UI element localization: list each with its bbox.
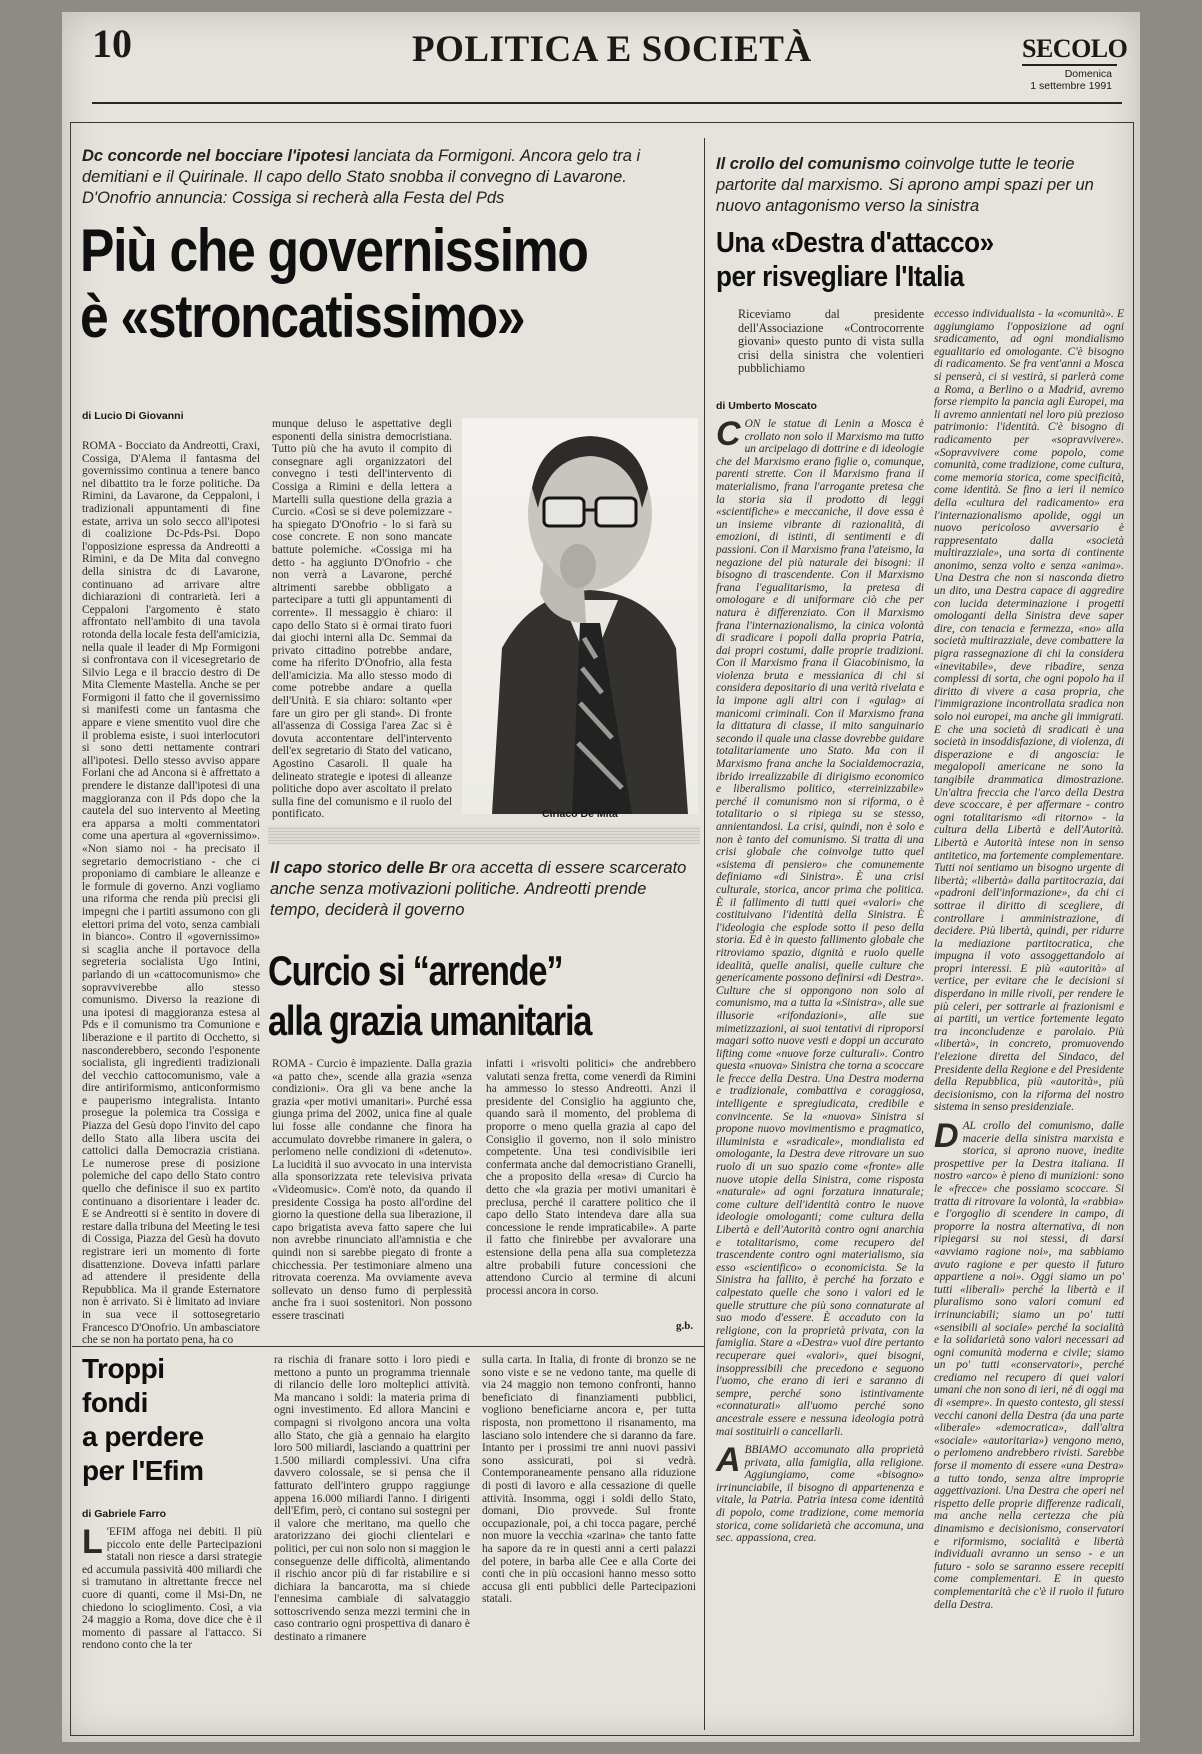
curcio-shaded-band bbox=[268, 826, 700, 844]
curcio-headline bbox=[268, 946, 591, 1046]
destra-byline: di Umberto Moscato bbox=[716, 400, 817, 412]
header-rule bbox=[92, 102, 1122, 104]
destra-kicker-bold: Il crollo del comunismo bbox=[716, 155, 901, 173]
section-title: POLITICA E SOCIETÀ bbox=[412, 29, 812, 70]
issue-date bbox=[1020, 68, 1112, 92]
curcio-kicker bbox=[270, 858, 700, 921]
destra-column-1-tail: BBIAMO accomunato alla proprietà privata, alla famiglia, alla religione. Aggiungiamo, come «bisogno» irrinunciabile, il bisogno di appartenenza e vitale, la Patria. Patria intesa come identità di popolo, come tradizione, come memoria storica, come solidarietà che accomuna, una sec. appassiona, crea. bbox=[716, 1444, 924, 1545]
destra-column-1-text: ON le statue di Lenin a Mosca è crollato non solo il Marxismo ma tutto un arcipelago di dottrine e di ideologie che del Marxismo erano figlie o, comunque, parenti strette. Con il Marxismo frana il materialismo, frana l'arrogante pretesa che la storia sia il prodotto di leggi «scientifiche» e meccaniche, il dove essa è un insieme vibrante di razionalità, di emozioni, di istinti, di sentimenti e di passioni. Con il Marxismo frana l'ateismo, la negazione del più naturale dei bisogni: il bisogno di trascendente. Con il Marxismo frana l'egualitarismo, la pretesa di omologare e di uniformare ciò che per natura è differenziato. Con il Marxismo frana l'internazionalismo, la cinica volontà di sradicare i popoli dalla propria Patria, dai propri costumi, dalle proprie tradizioni. Con il Marxismo frana il Giacobinismo, la violenza bruta e messianica di chi si considera depositario di una verità rivelata e la impone agli altri con i «gulag» ai manicomi criminali. Con il Marxismo frana la dittatura di classe, il mito sanguinario secondo il quale una classe dovrebbe guidare totalitariamente uno Stato. Ma con il Marxismo frana anche la Socialdemocrazia, ibrido irrealizzabile di dirigismo economico e liberalismo politico, «terreinizzabile» perché il comunismo non si riforma, o è totalitario o si ripiega su se stesso, annientandosi. La crisi, quindi, non è solo e non è tanto del comunismo. Si tratta di una crisi globale che coinvolge tutto quel «sistema di pensiero» che comunemente definiamo «di Sinistra». È una crisi culturale, storica, ancor prima che politica. È il fallimento di tutti quei «valori» che costituivano l'identità della Sinistra. È l'ideologia che esplode sotto il peso della storia. Ed è in questo fallimento globale che ritroviamo spazio, dignità e ruolo quelle idealità, quelle analisi, quelle culture che genericamente possono definirsi «di Destra». Culture che si oppongono non solo al comunismo, ma a tutta la «Sinistra», alle sue illusorie «rifondazioni», alle sue mimetizzazioni, ai suoi tentativi di riproporsi magari sotto nuove vesti e doppi un accurato lifting come «nuove forze culturali». Contro questa «nuova» Sinistra che torna a scoccare le frecce della Destra. Una Destra moderna e tradizionale, combattiva e coraggiosa, intelligente e spregiudicata, credibile e convincente. Se la «nuova» Sinistra si propone nuovo movimentismo e pragmatico, illuminista e «sradicale», mondialista ed omologante, la Destra deve ritrovare un suo ruolo di un suo spazio come «fronte» alle nuove utopie della Sinistra, come risposta «naturale» ad ogni forzatura innaturale; come culture dell'identità contro le nuove ideologie omologanti; come cultura della Libertà e dell'Autorità contro ogni anarchia e totalitarismo, come recupero del trascendente contro ogni materialismo, sia esso «scientifico» o economicista. Se la Sinistra ha fallito, è perché ha forzato e calpestato quelle che sono i valori ed le quelle strutture che più sono connaturate al suo modo d'essere. È accaduto con la religione, con la proprietà privata, con la famiglia. Stare a «Destra» vuol dire pertanto recuperare quei «valori», quei bisogni, insoppressibili che precedono e seguono l'uomo, che erano di ieri e saranno di sempre, perché sono istintivamente «connaturati» all'uomo perché sono ancestrale essere e nessuna ideologia potrà mai sostituirli o cancellarli. bbox=[716, 418, 924, 1438]
issue-day: Domenica bbox=[1064, 68, 1112, 80]
governissimo-headline-line2: è «stroncatissimo» bbox=[80, 283, 525, 350]
efim-headline-line1: Troppi bbox=[82, 1353, 165, 1384]
governissimo-kicker bbox=[82, 146, 652, 209]
efim-headline-line2: fondi bbox=[82, 1387, 148, 1418]
efim-column-2: ra rischia di franare sotto i loro piedi e mettono a punto un programma triennale di rilancio delle loro molteplici attività. Ma mancano i soldi: la materia prima di ogni investimento. Ed allora Mancini e compagni si rivolgono ancora una volta allo Stato, che già a gennaio ha elargito loro 500 miliardi, lasciando a quattrini per 1.500 miliardi complessivi. Una cifra davvero colossale, se si pensa che il fatturato dell'intero gruppo raggiunge appena 16.000 miliardi l'anno. I dirigenti dell'Efim, però, ci contano sui sostegni per il valore che meritano, ma quello che aratorizzano dei giochi clientelari e politici, per cui non solo non si maggion le conseguenze delle difficoltà, alimentando il rischio ancor più di far ristabilire e si dichiara la bancarotta, ma si chiede l'ennesima cambiale di salvataggio sottoscrivendo senza mezzi termini che in caso contrario ogni prospettiva di danaro è destinato a rimanere bbox=[274, 1354, 470, 1644]
right-column-rule bbox=[704, 138, 705, 1730]
destra-kicker bbox=[716, 154, 1116, 217]
destra-column-2-text: eccesso individualista - la «comunità». E aggiungiamo l'opposizione ad ogni sradicamento, ad ogni mondialismo egualitario ed omologante. C'è bisogno di radicamento. Se fra vent'anni a Mosca si penserà, ci si vestirà, si parlerà come a Roma, a Berlino o a Madrid, avremo forse riempito la pancia agli Europei, ma li avremo annientati nel loro più prezioso patrimonio: l'identità. C'è bisogno di radicamento per «sopravvivere». «Sopravvivere come popolo, come comunità, come tradizione, come cultura, come memoria storica, come specificità, come identità. Se fino a ieri il nemico della «cultura del radicamento» era l'internazionalismo apolide, oggi un nuovo pericoloso avversario è rappresentato dalla «società multirazziale», una sorta di continente anonimo, senza volto e senza «anima». Una Destra che non si nasconda dietro un dito, una Destra capace di aggredire con lucida determinazione i progetti omologanti della Sinistra deve saper dire, con tenacia e fermezza, «no» alla società multirazziale, deve combattere la pigra rassegnazione di chi la considera «inevitabile», deve ribadire, senza complessi di sorta, che ogni popolo ha il diritto di vivere a casa propria, che l'immigrazione incontrollata sradica non solo noi europei, ma anche gli immigrati. E che una società di sradicati è una società in insoddisfazione, di violenza, di disperazione e di angoscia: le megalopoli americane ne sono la tangibile drammatica dimostrazione. Un'altra freccia che l'arco della Destra deve scoccare, è per affermare - contro ogni totalitarismo «di ritorno» - la cultura della Libertà e dell'Autorità. Libertà e Autorità intese non in senso antitetico, ma fortemente complementare. Tutti noi sentiamo un bisogno urgente di libertà; «libertà» dalla partitocrazia, dai «padroni dell'informazione», da chi ci sottrae il diritto di scegliere, di controllare i amministrazione, di decidere. Più libertà, quindi, per ridurre la mediazione partitocratica, che impugna il voto assoggettandolo ai propri interessi. E più «autorità» al vertice, per evitare che le decisioni si disperdano in mille rivoli, per rendere le più celeri, per sottrarle ai frazionismi e ai partiti, un vertice fortemente legato tra inconcludenze e parolaio. Più «libertà», in concreto, promuovendo l'elezione diretta del Sindaco, del Presidente della Regione e del Presidente della Repubblica, più «autorità», più decisionismo, con la riforma del nostro sistema in senso presidenziale. bbox=[934, 308, 1124, 1114]
curcio-headline-line1: Curcio si “arrende” bbox=[268, 947, 563, 994]
curcio-kicker-text: ora accetta di essere scarcerato anche senza motivazioni politiche. Andreotti prende tempo, deciderà il governo bbox=[270, 859, 687, 919]
destra-column-2-tail: AL crollo del comunismo, dalle macerie della sinistra marxista e storica, si aprono nuove, inedite prospettive per la Destra italiana. Il nostro «arco» è pieno di munizioni: sono le «frecce» che possiamo scoccare. Si tratta di ritrovare la volontà, la «rabbia» e l'orgoglio di scendere in campo, di proporre la nostra alternativa, di non ripiegarsi su noi stessi, di darsi «avviamo ragione noi», ma sabbiamo avuto ragione e per questo il futuro appartiene a noi». Oggi siamo un po' tutti «liberali» perché la libertà e il pluralismo sono valori comuni ed irrinunciabili; siamo un po' tutti «sensibili al sociale» perché la socialità e la solidarietà sono valori necessari ad ogni comunità moderna e civile; siamo un po' tutti «conservatori», perché crediamo nel recupero di quei valori umani che non sono di ieri, né di oggi ma di «sempre». In questo contesto, gli stessi vecchi canoni della Destra (da una parte «liberale» «democratica», dall'altra «sociale» «autoritaria») vengono meno, o perlomeno andrebbero rivisti. Sarebbe forse il momento di essere «una Destra» a tutto tondo, senza altre improprie aggettivazioni. Una Destra che operi nel rispetto delle proprie differenze radicali, ma anche nella certezza che più dinamismo e decisionismo, conservatori e riformismo, socialità e libertà individuali avranno un senso - e un futuro - solo se saranno essere recepiti come complementari. E in questo complementarità che c'è il ruolo il futuro della Destra. bbox=[934, 1120, 1124, 1611]
efim-byline: di Gabriele Farro bbox=[82, 1508, 167, 1520]
curcio-column-2: infatti i «risvolti politici» che andrebbero valutati senza fretta, come venerdì da Rimini ha ammesso lo stesso Andreotti. Anzi il presidente del Consiglio ha aggiunto che, quando sarà il momento, del problema di proporre o meno quella grazia al capo del Consiglio il governo, non il solo ministro competente. Una tesi condivisibile ieri confermata anche dal democristiano Granelli, che a proposito della «resa» di Curcio ha detto che «la grazia per motivi umanitari è preclusa, perché il carattere politico che il capo dello Stato intendeva dare alla sua concessione le rende impraticabile». A parte il fatto che finirebbe per avvalorare una estensione della pena alla sua completezza altre probabili future concessioni che attendono Curcio al termine di alcuni processi ancora in corso. bbox=[486, 1058, 696, 1297]
efim-column-1 bbox=[82, 1523, 262, 1716]
governissimo-column-2: munque deluso le aspettative degli esponenti della sinistra democristiana. Tutto più che ha avuto il compito di consegnare agli organizzatori del convegno i testi dell'intervento di Cossiga a Rimini e della lettera a Martelli sulla questione della grazia a Curcio. «Così se si deve polemizzare - ha spiegato D'Onofrio - lo si farà su cose concrete. E non sono mancate battute polemiche. «Cossiga mi ha detto - ha aggiunto D'Onofrio - che non verrà a Lavarone, perché altrimenti sarebbe obbligato a partecipare a tutti gli appuntamenti di corrente». Il messaggio è chiaro: il capo dello Stato si è ormai tirato fuori dai giochi interni alla Dc. Semmai da privato cittadino potrebbe andare, come ha riferito D'Onofrio, alla festa dell'amicizia. Ma allo stesso modo di come potrebbe andare a quella dell'Unità. E sia chiaro: soltanto «per fare un giro per gli stand». Di fronte all'assenza di Cossiga l'area Zac si è dovuta accontentare dell'intervento dell'ex segretario di Stato del vaticano, Agostino Casaroli. Il quale ha delineato strategie e ipotesi di alleanze politiche dopo aver ascoltato il prelato sulla fine del comunismo e il ruolo del pontificato. bbox=[272, 418, 452, 821]
governissimo-column-1: ROMA - Bocciato da Andreotti, Craxi, Cossiga, D'Alema il fantasma del governissimo continua a tenere banco nel dibattito tra le forze politiche. Da Rimini, da Lavarone, da Ceppaloni, i tradizionali appuntamenti di fine estate, arriva un solo secco all'ipotesi di coalizione Dc-Pds-Psi. Dopo l'opposizione espressa da Andreotti a Rimini, e da De Mita dal convegno della sinistra dc di Lavarone, continuano ad arrivare altre dichiarazioni di contrarietà. Ieri a Ceppaloni l'argomento è stato affrontato nell'ambito di una tavola rotonda della locale festa dell'amicizia, nella quale il leader di Mp Formigoni si confrontava con il vicesegretario de Silvio Lega e il braccio destro di De Mita Clemente Mastella. Anche se per Formigoni il fatto che il governissimo si manifesti come un fantasma che appare e viene smentito vuol dire che il problema esiste, i suoi interlocutori si sono detti nettamente contrari all'ipotesi. Dello stesso avviso appare Forlani che ad Ancona si è affrettato a prendere le distanze dall'ipotesi di una maggioranza con il Pds dopo che la cautela del suo intervento al Meeting era apparsa a molti commentatori come una apertura al «governissimo». «Non siamo noi - ha precisato il segretario democristiano - che ci proponiamo di cambiare le alleanze e le formule di governo. Anzi vogliamo una riforma che renda più precisi gli impegni che i partiti assumono con gli elettori prima del voto, senza cambiali in bianco». Contro il «governissimo» si scaglia anche il portavoce della segreteria socialista Ugo Intini, parlando di un «cattocomunismo» che sopravviverebbe allo stesso comunismo. Diverso la reazione di una ipotesi di maggioranza estesa al Pds e il comunismo tra Comunione e liberazione e il partito di Occhetto, si nasconderebbero, secondo l'esponente socialista, gli ingredienti tradizionali del vecchio cattocomunismo, vale a dire antiriformismo, anticonformismo e pauperismo integralista. Intanto prosegue la polemica tra Cossiga e Piazza del Gesù dopo l'invito del capo dello Stato alla libera uscita dei cattolici dalla Democrazia cristiana. Le numerose prese di posizione polemiche del capo dello Stato contro quello che definisce il suo ex partito continuano a disorientare i leader dc. E se Andreotti si è sentito in dovere di restare dalla tribuna del Meeting le tesi di Cossiga, Piazza del Gesù ha dovuto registrare ieri un momento di forte disattenzione. Doveva infatti parlare ad attendere il presidente della Repubblica. Ma il grande Esternatore non è arrivato. Si è limitato ad inviare in sua vece il sottosegretario Francesco D'Onofrio. Un ambasciatore che se non ha portato pena, ha co bbox=[82, 440, 260, 1347]
curcio-column-1: ROMA - Curcio è impaziente. Dalla grazia «a patto che», scende alla grazia «senza condizioni». Ora gli va bene anche la grazia «per motivi umanitari». Purché essa giunga prima del 2002, unica fine al quale lui fosse alle condanne che finora ha accumulato dovrebbe rimanere in galera, o perlomeno nelle condizioni di «detenuto». La lucidità il suo avvocato in una intervista alla sponsorizzata rete televisiva privata «Videomusic». Com'è noto, da quando il presidente Cossiga ha posto all'ordine del giorno la questione della sua liberazione, il capo brigatista aveva fatto sapere che lui non avrebbe rinunciato all'amnistia e che quindi non si sarebbe piegato di fronte a chicchessia. Per testimoniare almeno una ritrovata coerenza. Ma ovviamente aveva sollevato un denso fumo di perplessità anche fra i suoi sostenitori. Non possono essere trascinati bbox=[272, 1058, 472, 1322]
destra-headline bbox=[716, 226, 994, 294]
photo-caption: Ciriaco De Mita bbox=[542, 808, 618, 820]
page-number: 10 bbox=[92, 21, 132, 66]
destra-dropcap-1: C bbox=[716, 415, 741, 453]
curcio-signature: g.b. bbox=[676, 1320, 694, 1332]
destra-headline-line2: per risvegliare l'Italia bbox=[716, 261, 964, 293]
destra-column-1 bbox=[716, 415, 924, 1730]
efim-column-1-text: 'EFIM affoga nei debiti. Il più piccolo ente delle Partecipazioni statali non riesce a darsi strategie ed accumula passività 400 miliardi che si tramutano in altrettante frecce nel cuore di quanti, come il Msi-Dn, ne chiedono lo scioglimento. Così, a via 24 maggio a Roma, dove dice che è il momento di passare al l'attacco. Si rendono conto che la ter bbox=[82, 1526, 262, 1652]
efim-headline-line3: a perdere bbox=[82, 1421, 204, 1452]
governissimo-headline-line1: Più che governissimo bbox=[80, 217, 588, 284]
governissimo-kicker-bold: Dc concorde nel bocciare l'ipotesi bbox=[82, 147, 350, 165]
de-mita-portrait bbox=[462, 418, 698, 814]
governissimo-byline: di Lucio Di Giovanni bbox=[82, 410, 184, 422]
de-mita-photo bbox=[462, 418, 698, 814]
curcio-kicker-bold: Il capo storico delle Br bbox=[270, 859, 447, 877]
destra-dropcap-2: A bbox=[716, 1441, 741, 1480]
destra-kicker-text: coinvolge tutte le teorie partorite dal marxismo. Si aprono ampi spazi per un nuovo antagonismo verso la sinistra bbox=[716, 155, 1094, 215]
governissimo-headline bbox=[80, 218, 588, 350]
masthead-underline bbox=[1022, 64, 1117, 66]
destra-intro: Riceviamo dal presidente dell'Associazione «Controcorrente giovani» questo punto di vista sulla crisi della sinistra che volentieri pubblichiamo bbox=[738, 307, 924, 376]
destra-column-2 bbox=[934, 308, 1124, 1730]
newspaper-page bbox=[62, 12, 1140, 1742]
efim-column-3: sulla carta. In Italia, di fronte di bronzo se ne sono viste e se ne vedono tante, ma quelle di via 24 maggio non temono confronti, hanno beneficiato di finanziamenti pubblici, vogliono beneficiarne ancora e, per tutta risposta, non promettono il risanamento, ma lasciano solo intendere che si daranno da fare. Intanto per i prossimi tre anni nuovi passivi sono assicurati, poi si vedrà. Contemporaneamente pensano alla riduzione di posti di lavoro e alla cessazione di quelle attività. Insomma, oggi i soldi dello Stato, domani, Dio provvede. Sul fronte occupazionale, poi, a chi tocca pagare, perché non muore la vecchia «zarina» che tanto fatte ha sapore da re in questi anni a certi palazzi del potere, in barba alle Cee e alla Corte dei conti che in più occasioni hanno messo sotto accusa gli enti pubblici delle Partecipazioni statali. bbox=[482, 1354, 696, 1606]
issue-date-text: 1 settembre 1991 bbox=[1030, 80, 1112, 92]
masthead-logo: SECOLO bbox=[1022, 34, 1128, 63]
curcio-headline-line2: alla grazia umanitaria bbox=[268, 997, 592, 1044]
efim-headline bbox=[82, 1352, 204, 1488]
efim-dropcap: L bbox=[82, 1523, 103, 1561]
destra-dropcap-3: D bbox=[934, 1117, 959, 1155]
destra-headline-line1: Una «Destra d'attacco» bbox=[716, 227, 994, 259]
governissimo-kicker-text: lanciata da Formigoni. Ancora gelo tra i demitiani e il Quirinale. Il capo dello Stato snobba il convegno di Lavarone. D'Onofrio annuncia: Cossiga si recherà alla Festa del Pds bbox=[82, 147, 641, 207]
efim-headline-line4: per l'Efim bbox=[82, 1455, 204, 1486]
